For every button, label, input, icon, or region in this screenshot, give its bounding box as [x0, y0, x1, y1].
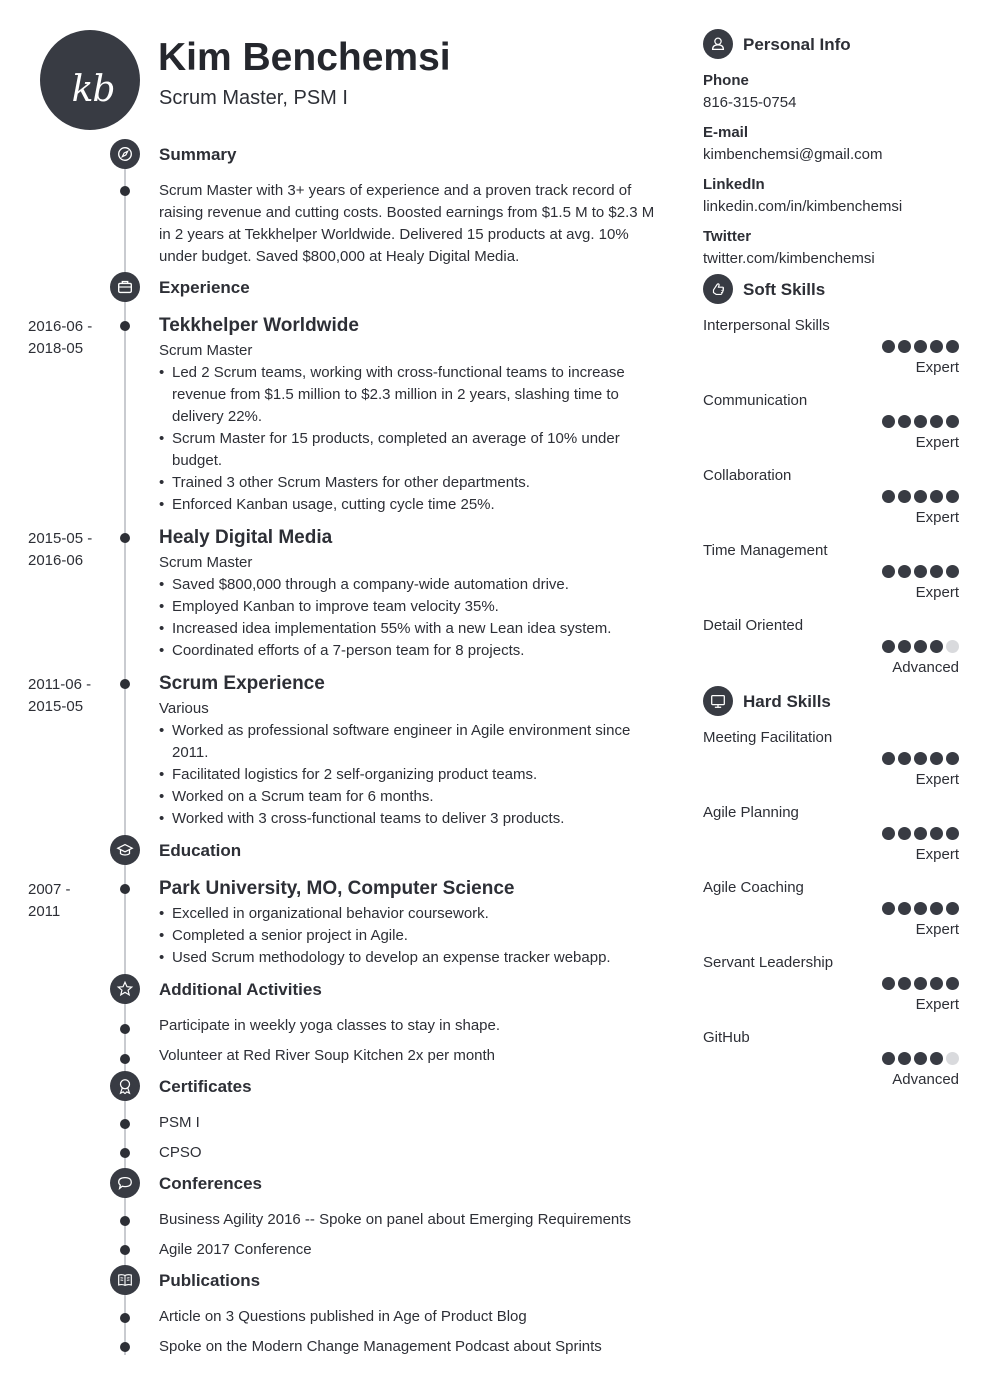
skill-name: Interpersonal Skills [703, 317, 830, 334]
bullet-item: • Completed a senior project in Agile. [159, 925, 664, 947]
rating-dot-filled [882, 565, 895, 578]
rating-dot-filled [898, 415, 911, 428]
section-title-personal-info: Personal Info [743, 35, 851, 54]
bullet-item: • Worked with 3 cross-functional teams to deliver 3 products. [159, 808, 664, 830]
skill-rating [882, 340, 959, 353]
section-title-conferences: Conferences [159, 1174, 262, 1193]
rating-dot-filled [930, 340, 943, 353]
section-title-hard-skills: Hard Skills [743, 692, 831, 711]
rating-dot-filled [914, 977, 927, 990]
skill-name: Communication [703, 392, 808, 409]
rating-dot-filled [914, 340, 927, 353]
skill-level: Expert [915, 434, 959, 451]
rating-dot-filled [914, 752, 927, 765]
rating-dot-filled [930, 827, 943, 840]
monitor-icon [703, 686, 733, 716]
timeline-dot [120, 1245, 130, 1255]
puzzle-hand-icon [703, 274, 733, 304]
avatar-initials: kb [71, 68, 115, 110]
rating-dot-filled [914, 640, 927, 653]
rating-dot-filled [898, 902, 911, 915]
education-date: 2007 - 2011 [28, 881, 71, 920]
timeline-dot [120, 884, 130, 894]
timeline-dot [120, 1148, 130, 1158]
skill-rating [882, 565, 959, 578]
skill-row [703, 1029, 959, 1089]
skill-row [703, 317, 959, 377]
summary-text: Scrum Master with 3+ years of experience and a proven track record of raising revenue and cutting costs. Boosted earnings from $1.5 M to $2.3 M in 2 years at Tekkhelper Worldwide. Delivered 15 products at avg. 10% under budget. Saved $800,000 at Healy Digital Media. [159, 182, 655, 265]
timeline-dot [120, 1024, 130, 1034]
rating-dot-filled [898, 565, 911, 578]
rating-dot-filled [946, 340, 959, 353]
skill-rating [882, 1052, 959, 1065]
section-title-education: Education [159, 841, 242, 860]
experience-date: 2016-06 - 2018-05 [28, 318, 93, 357]
rating-dot-filled [898, 1052, 911, 1065]
timeline-dot [120, 1054, 130, 1064]
skill-rating [882, 415, 959, 428]
skill-level: Expert [915, 771, 959, 788]
activity-item: Volunteer at Red River Soup Kitchen 2x per month [159, 1047, 496, 1064]
rating-dot-filled [946, 752, 959, 765]
open-book-icon [110, 1265, 140, 1295]
rating-dot-filled [882, 977, 895, 990]
timeline-dot [120, 533, 130, 543]
job-role: Various [159, 700, 209, 717]
company-name: Scrum Experience [159, 673, 325, 694]
timeline-dot [120, 186, 130, 196]
rating-dot-filled [898, 490, 911, 503]
linkedin-label: LinkedIn [703, 176, 765, 193]
section-title-certificates: Certificates [159, 1077, 252, 1096]
experience-entry [159, 526, 664, 662]
section-title-publications: Publications [159, 1271, 261, 1290]
section-title-summary: Summary [159, 145, 237, 164]
skill-name: Detail Oriented [703, 617, 804, 634]
section-title-activities: Additional Activities [159, 980, 322, 999]
linkedin-value: linkedin.com/in/kimbenchemsi [703, 198, 903, 215]
rating-dot-filled [914, 565, 927, 578]
skill-row [703, 954, 959, 1014]
education-entry [159, 877, 664, 969]
skill-name: Servant Leadership [703, 954, 834, 971]
rating-dot-filled [882, 340, 895, 353]
rating-dot-filled [946, 415, 959, 428]
award-ribbon-icon [110, 1071, 140, 1101]
rating-dot-filled [946, 490, 959, 503]
experience-date: 2011-06 - 2015-05 [28, 676, 92, 715]
rating-dot-filled [898, 827, 911, 840]
timeline-dot [120, 679, 130, 689]
star-icon [110, 974, 140, 1004]
rating-dot-filled [914, 415, 927, 428]
compass-icon [110, 139, 140, 169]
rating-dot-filled [930, 902, 943, 915]
bullet-item: • Trained 3 other Scrum Masters for other departments. [159, 472, 664, 494]
school-name: Park University, MO, Computer Science [159, 878, 515, 899]
skill-rating [882, 752, 959, 765]
rating-dot-empty [946, 1052, 959, 1065]
bullet-item: • Scrum Master for 15 products, completed an average of 10% under budget. [159, 428, 664, 472]
skill-rating [882, 977, 959, 990]
bullet-item: • Increased idea implementation 55% with a new Lean idea system. [159, 618, 664, 640]
rating-dot-filled [914, 902, 927, 915]
skill-level: Advanced [892, 659, 959, 676]
rating-dot-filled [914, 1052, 927, 1065]
activity-item: Participate in weekly yoga classes to stay in shape. [159, 1017, 501, 1034]
bullet-item: • Used Scrum methodology to develop an expense tracker webapp. [159, 947, 664, 969]
rating-dot-filled [946, 977, 959, 990]
experience-entry [159, 672, 664, 830]
skill-row [703, 617, 959, 677]
rating-dot-filled [898, 752, 911, 765]
rating-dot-filled [882, 902, 895, 915]
email-label: E-mail [703, 124, 749, 141]
timeline-dot [120, 1119, 130, 1129]
bullet-item: • Coordinated efforts of a 7-person team for 8 projects. [159, 640, 664, 662]
candidate-title: Scrum Master, PSM I [159, 87, 348, 109]
timeline-dot [120, 1342, 130, 1352]
skill-row [703, 729, 959, 789]
publication-item: Spoke on the Modern Change Management Podcast about Sprints [159, 1338, 602, 1355]
graduation-cap-icon [110, 835, 140, 865]
speech-bubble-icon [110, 1168, 140, 1198]
skill-name: Agile Coaching [703, 879, 804, 896]
bullet-item: • Worked on a Scrum team for 6 months. [159, 786, 664, 808]
conference-item: Agile 2017 Conference [159, 1241, 312, 1258]
rating-dot-filled [946, 827, 959, 840]
skill-rating [882, 490, 959, 503]
rating-dot-filled [898, 977, 911, 990]
rating-dot-filled [882, 752, 895, 765]
bullet-item: • Excelled in organizational behavior coursework. [159, 903, 664, 925]
briefcase-icon [110, 272, 140, 302]
company-name: Tekkhelper Worldwide [159, 315, 359, 336]
skill-level: Expert [915, 996, 959, 1013]
rating-dot-filled [898, 340, 911, 353]
rating-dot-empty [946, 640, 959, 653]
bullet-item: • Enforced Kanban usage, cutting cycle time 25%. [159, 494, 664, 516]
skill-name: Collaboration [703, 467, 792, 484]
skill-level: Advanced [892, 1071, 959, 1088]
rating-dot-filled [930, 640, 943, 653]
skill-row [703, 392, 959, 452]
company-name: Healy Digital Media [159, 527, 333, 548]
bullet-item: • Saved $800,000 through a company-wide automation drive. [159, 574, 664, 596]
rating-dot-filled [946, 565, 959, 578]
skill-name: GitHub [703, 1029, 750, 1046]
skill-rating [882, 640, 959, 653]
skill-level: Expert [915, 584, 959, 601]
rating-dot-filled [930, 490, 943, 503]
skill-row [703, 879, 959, 939]
rating-dot-filled [882, 827, 895, 840]
experience-entry [159, 314, 664, 516]
skill-level: Expert [915, 846, 959, 863]
bullet-item: • Led 2 Scrum teams, working with cross-functional teams to increase revenue from $1.5 million to $2.3 million in 2 years, slashing time to delivery 22%. [159, 362, 664, 428]
rating-dot-filled [930, 1052, 943, 1065]
rating-dot-filled [930, 415, 943, 428]
conference-item: Business Agility 2016 -- Spoke on panel about Emerging Requirements [159, 1211, 631, 1228]
bullet-item: • Employed Kanban to improve team velocity 35%. [159, 596, 664, 618]
skill-level: Expert [915, 359, 959, 376]
phone-value: 816-315-0754 [703, 94, 797, 111]
rating-dot-filled [930, 565, 943, 578]
bullet-item: • Worked as professional software engineer in Agile environment since 2011. [159, 720, 664, 764]
skill-level: Expert [915, 921, 959, 938]
rating-dot-filled [930, 752, 943, 765]
bullet-item: • Facilitated logistics for 2 self-organizing product teams. [159, 764, 664, 786]
section-title-experience: Experience [159, 278, 250, 297]
twitter-value: twitter.com/kimbenchemsi [703, 250, 875, 267]
rating-dot-filled [898, 640, 911, 653]
skill-row [703, 804, 959, 864]
certificate-item: PSM I [159, 1114, 200, 1131]
rating-dot-filled [914, 490, 927, 503]
certificate-item: CPSO [159, 1144, 202, 1161]
timeline-dot [120, 1313, 130, 1323]
email-value: kimbenchemsi@gmail.com [703, 146, 883, 163]
rating-dot-filled [914, 827, 927, 840]
avatar [40, 30, 140, 130]
skill-rating [882, 902, 959, 915]
skill-row [703, 467, 959, 527]
skill-rating [882, 827, 959, 840]
skill-row [703, 542, 959, 602]
job-role: Scrum Master [159, 554, 253, 571]
job-role: Scrum Master [159, 342, 253, 359]
candidate-name: Kim Benchemsi [158, 36, 451, 79]
experience-date: 2015-05 - 2016-06 [28, 530, 93, 569]
timeline-dot [120, 321, 130, 331]
rating-dot-filled [882, 1052, 895, 1065]
skill-level: Expert [915, 509, 959, 526]
skill-name: Meeting Facilitation [703, 729, 833, 746]
section-title-soft-skills: Soft Skills [743, 280, 826, 299]
skill-name: Time Management [703, 542, 828, 559]
twitter-label: Twitter [703, 228, 752, 245]
rating-dot-filled [882, 490, 895, 503]
timeline-dot [120, 1216, 130, 1226]
rating-dot-filled [946, 902, 959, 915]
rating-dot-filled [930, 977, 943, 990]
skill-name: Agile Planning [703, 804, 799, 821]
rating-dot-filled [882, 415, 895, 428]
rating-dot-filled [882, 640, 895, 653]
phone-label: Phone [703, 72, 749, 89]
publication-item: Article on 3 Questions published in Age of Product Blog [159, 1308, 527, 1325]
user-icon [703, 29, 733, 59]
